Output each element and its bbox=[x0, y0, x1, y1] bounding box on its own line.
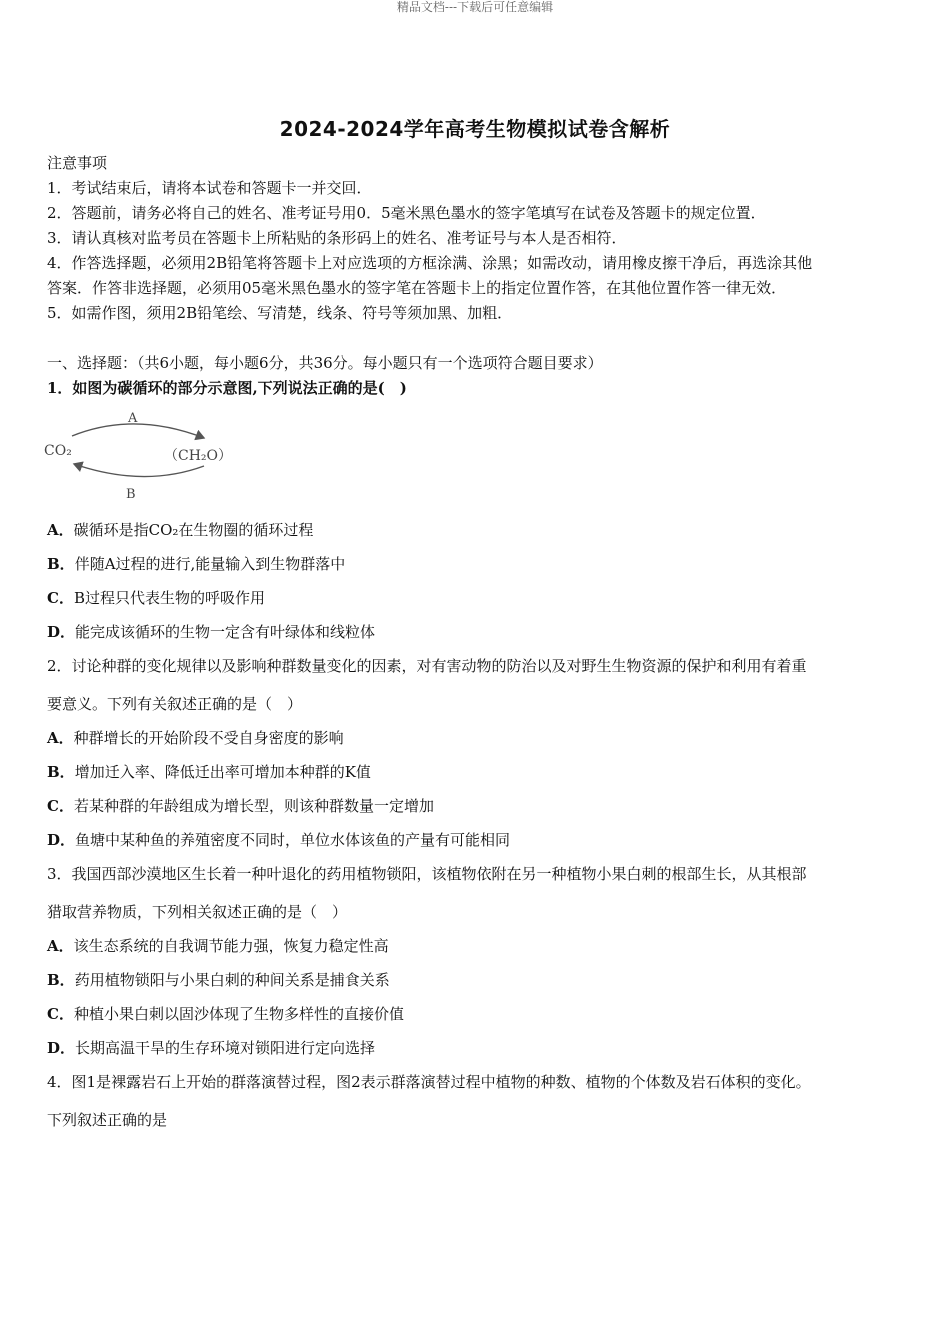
notice-item-4: 4．作答选择题，必须用2B铅笔将答题卡上对应选项的方框涂满、涂黑；如需改动，请用橡皮擦干净后，再选涂其他 bbox=[47, 254, 813, 272]
q3-option-d-text: 长期高温干旱的生存环境对锁阳进行定向选择 bbox=[75, 1039, 376, 1057]
q2-option-a-text: 种群增长的开始阶段不受自身密度的影响 bbox=[73, 729, 344, 747]
q3-option-c-label: C． bbox=[47, 1005, 74, 1023]
notice-item-3: 3．请认真核对监考员在答题卡上所粘贴的条形码上的姓名、准考证号与本人是否相符． bbox=[47, 229, 627, 247]
q1-option-d bbox=[47, 621, 907, 642]
section-heading: 一、选择题：（共6小题，每小题6分，共36分。每小题只有一个选项符合题目要求） bbox=[47, 354, 603, 372]
q1-option-a-label: A． bbox=[47, 521, 74, 539]
q1-option-a-text: 碳循环是指CO₂在生物圈的循环过程 bbox=[73, 521, 314, 539]
notice-item-5: 5．如需作图，须用2B铅笔绘、写清楚，线条、符号等须加黑、加粗． bbox=[47, 304, 513, 322]
q3-stem-line-1: 3．我国西部沙漠地区生长着一种叶退化的药用植物锁阳，该植物依附在另一种植物小果白刺的根部生长，从其根部 bbox=[47, 865, 807, 883]
q2-option-b bbox=[47, 761, 907, 782]
q1-option-c bbox=[47, 587, 907, 608]
q2-option-c-text: 若某种群的年龄组成为增长型，则该种群数量一定增加 bbox=[73, 797, 434, 815]
q2-stem-line-1: 2．讨论种群的变化规律以及影响种群数量变化的因素，对有害动物的防治以及对野生生物资源的保护和利用有着重 bbox=[47, 657, 807, 675]
notice-heading: 注意事项 bbox=[47, 154, 108, 172]
diagram-label-ch2o: （CH₂O） bbox=[164, 448, 233, 464]
q1-option-a bbox=[47, 519, 907, 540]
q1-option-b-label: B． bbox=[47, 555, 75, 573]
q3-option-d-label: D． bbox=[47, 1039, 76, 1057]
q1-stem: 1．如图为碳循环的部分示意图,下列说法正确的是( ) bbox=[47, 379, 407, 397]
q1-option-b-text: 伴随A过程的进行,能量输入到生物群落中 bbox=[74, 555, 346, 573]
q2-stem-line-2: 要意义。下列有关叙述正确的是（ ） bbox=[47, 695, 303, 713]
diagram-label-b: B bbox=[126, 487, 136, 502]
q1-option-c-text: B过程只代表生物的呼吸作用 bbox=[73, 589, 265, 607]
notice-item-4-cont: 答案．作答非选择题，必须用05毫米黑色墨水的签字笔在答题卡上的指定位置作答，在其他位置作答一律无效． bbox=[47, 279, 787, 297]
q2-option-d-text: 鱼塘中某种鱼的养殖密度不同时，单位水体该鱼的产量有可能相同 bbox=[75, 831, 511, 849]
q3-option-b bbox=[47, 969, 907, 990]
arrow-b bbox=[74, 464, 204, 477]
diagram-label-co2: CO₂ bbox=[44, 443, 72, 459]
header-note: 精品文档---下载后可任意编辑 bbox=[396, 0, 554, 14]
q2-option-d-label: D． bbox=[47, 831, 76, 849]
q3-option-d bbox=[47, 1037, 907, 1058]
q3-stem-line-2: 猎取营养物质，下列相关叙述正确的是（ ） bbox=[47, 903, 348, 921]
q1-option-b bbox=[47, 553, 907, 574]
q3-option-b-label: B． bbox=[47, 971, 75, 989]
q2-option-c bbox=[47, 795, 907, 816]
q3-option-a-text: 该生态系统的自我调节能力强，恢复力稳定性高 bbox=[73, 937, 389, 955]
q2-option-c-label: C． bbox=[47, 797, 74, 815]
notice-item-2: 2．答题前，请务必将自己的姓名、准考证号用0．5毫米黑色墨水的签字笔填写在试卷及答题卡的规定位置． bbox=[47, 204, 766, 222]
q2-option-b-label: B． bbox=[47, 763, 75, 781]
q1-option-c-label: C． bbox=[47, 589, 74, 607]
q2-option-a-label: A． bbox=[47, 729, 74, 747]
q3-option-a-label: A． bbox=[47, 937, 74, 955]
q4-stem-line-1: 4．图1是裸露岩石上开始的群落演替过程，图2表示群落演替过程中植物的种数、植物的个体数及岩石体积的变化。 bbox=[47, 1073, 811, 1091]
q3-option-c-text: 种植小果白刺以固沙体现了生物多样性的直接价值 bbox=[73, 1005, 404, 1023]
q3-option-b-text: 药用植物锁阳与小果白刺的种间关系是捕食关系 bbox=[74, 971, 390, 989]
q2-option-a bbox=[47, 727, 907, 748]
arrow-a bbox=[72, 424, 204, 438]
q2-option-b-text: 增加迁入率、降低迁出率可增加本种群的K值 bbox=[74, 763, 371, 781]
notice-item-1: 1．考试结束后，请将本试卷和答题卡一并交回． bbox=[47, 179, 372, 197]
q3-option-a bbox=[47, 935, 907, 956]
q2-option-d bbox=[47, 829, 907, 850]
carbon-cycle-diagram bbox=[44, 406, 244, 502]
q4-stem-line-2: 下列叙述正确的是 bbox=[47, 1111, 168, 1129]
q1-option-d-text: 能完成该循环的生物一定含有叶绿体和线粒体 bbox=[75, 623, 376, 641]
q3-option-c bbox=[47, 1003, 907, 1024]
page-title: 2024-2024学年高考生物模拟试卷含解析 bbox=[279, 117, 671, 141]
diagram-label-a: A bbox=[128, 411, 138, 426]
q1-option-d-label: D． bbox=[47, 623, 76, 641]
